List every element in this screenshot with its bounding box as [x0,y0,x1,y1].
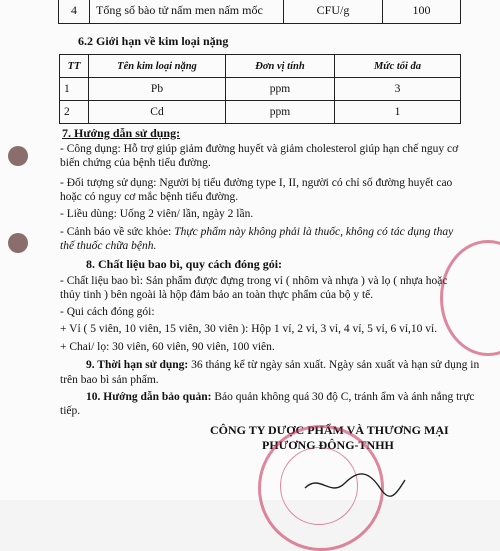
table-row [60,101,461,124]
text-line: - Qui cách đóng gói: [60,306,155,318]
cell-tt: 2 [60,101,89,124]
text-line [86,358,479,372]
table-header-row [60,55,461,78]
table-row [60,78,461,101]
cell-max: 3 [335,78,461,101]
cell-unit: ppm [226,101,335,124]
text-line [86,390,474,404]
storage-text: Bảo quản không quá 30 độ C, tránh ẩm và ánh nắng trực [211,391,475,403]
section-8-heading: 8. Chất liệu bao bì, quy cách đóng gói: [86,257,283,271]
company-stamp-right [440,240,500,356]
header-tt: TT [60,55,89,78]
text-line [60,225,453,239]
company-name-line1: CÔNG TY DƯỢC PHẨM VÀ THƯƠNG MẠI [210,423,449,437]
text-line: + Chai/ lọ: 30 viên, 60 viên, 90 viên, 100 viên. [60,341,275,353]
cell-name: Cd [89,101,226,124]
section-9-heading: 9. Thời hạn sử dụng: [86,359,189,371]
section-7-heading: 7. Hướng dẫn sử dụng: [62,126,181,140]
text-line: thủy tinh ) bên ngoài là hộp đảm bảo an toàn thực phẩm của bộ y tế. [60,289,374,301]
warning-label: - Cảnh báo về sức khỏe: [60,226,175,238]
cell-name: Tổng số bào tử nấm men nấm mốc [90,0,284,24]
punch-hole-icon [8,146,28,166]
punch-hole-icon [8,233,28,253]
text-line: tiếp. [60,405,81,417]
microbial-table [58,0,461,24]
text-line: - Công dụng: Hỗ trợ giúp giảm đường huyết và giảm cholesterol giúp hạn chế nguy cơ [60,143,459,155]
text-line: - Chất liệu bao bì: Sản phẩm được đựng trong vỉ ( nhôm và nhựa ) và lọ ( nhựa hoặc [60,275,448,287]
signature-icon [300,468,410,500]
header-max: Mức tối đa [335,55,461,78]
table-row [59,0,461,24]
cell-no: 4 [59,0,90,24]
text-line: trên bao bì sản phẩm. [60,374,159,386]
cell-max: 1 [335,101,461,124]
header-unit: Đơn vị tính [226,55,335,78]
cell-name: Pb [89,78,226,101]
cell-max: 100 [383,0,461,24]
text-line: hoặc có nguy cơ mắc bệnh tiểu đường. [60,191,239,203]
text-line: - Đối tượng sử dụng: Người bị tiểu đường type I, II, người có chỉ số đường huyết cao [60,177,453,189]
cell-tt: 1 [60,78,89,101]
warning-text: Thực phẩm này không phải là thuốc, không có tác dụng thay [174,226,454,238]
shelf-life-text: 36 tháng kể từ ngày sản xuất. Ngày sản xuất và hạn sử dụng in [188,359,480,371]
text-line: thế thuốc chữa bệnh. [60,240,157,252]
cell-unit: ppm [226,78,335,101]
text-line: + Vỉ ( 5 viên, 10 viên, 15 viên, 30 viên ): Hộp 1 vỉ, 2 vỉ, 3 vỉ, 4 vỉ, 5 vỉ, 6 vỉ,10 vỉ. [60,323,438,335]
text-line: - Liều dùng: Uống 2 viên/ lần, ngày 2 lần. [60,208,254,220]
section-10-heading: 10. Hướng dẫn bảo quản: [86,391,212,403]
cell-unit: CFU/g [284,0,383,24]
text-line: biến chứng của bệnh tiểu đường. [60,157,211,169]
header-name: Tên kim loại nặng [89,55,226,78]
company-name-line2: PHƯƠNG ĐÔNG-TNHH [262,438,394,452]
section-6-2-heading: 6.2 Giới hạn về kim loại nặng [78,34,229,48]
heavy-metal-table [59,54,461,124]
